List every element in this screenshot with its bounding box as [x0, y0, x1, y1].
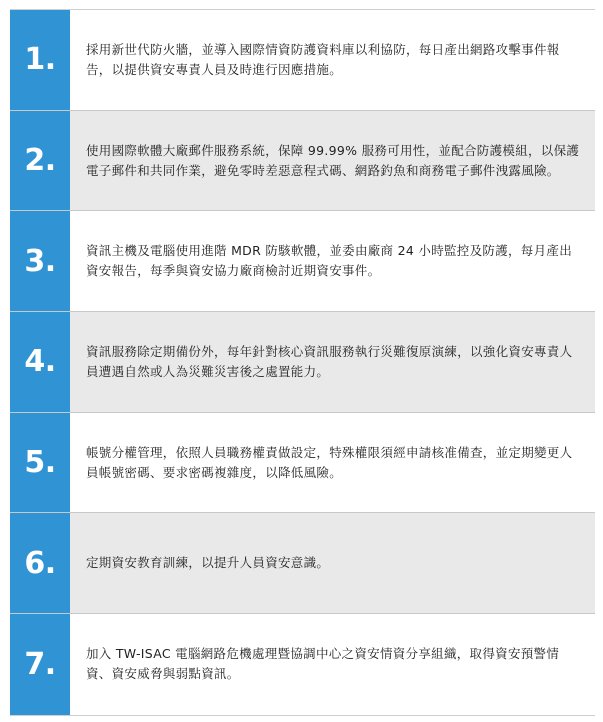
item-number: 1. — [10, 10, 70, 110]
list-item — [10, 10, 595, 111]
item-text: 加入 TW-ISAC 電腦網路危機處理暨協調中心之資安情資分享組織，取得資安預警情資、資安威脅與弱點資訊。 — [70, 614, 595, 715]
list-item — [10, 513, 595, 614]
item-number: 7. — [10, 614, 70, 715]
item-number: 6. — [10, 513, 70, 613]
item-text: 定期資安教育訓練，以提升人員資安意識。 — [70, 513, 595, 613]
item-number: 2. — [10, 111, 70, 211]
item-text: 資訊服務除定期備份外，每年針對核心資訊服務執行災難復原演練，以強化資安專責人員遭遇自然或人為災難災害後之處置能力。 — [70, 312, 595, 412]
list-item — [10, 413, 595, 514]
item-number: 3. — [10, 211, 70, 311]
item-text: 資訊主機及電腦使用進階 MDR 防駭軟體，並委由廠商 24 小時監控及防護，每月產出資安報告，每季與資安協力廠商檢討近期資安事件。 — [70, 211, 595, 311]
item-number: 4. — [10, 312, 70, 412]
list-item — [10, 312, 595, 413]
item-text: 使用國際軟體大廠郵件服務系統，保障 99.99% 服務可用性，並配合防護模組，以保護電子郵件和共同作業，避免零時差惡意程式碼、網路釣魚和商務電子郵件洩露風險。 — [70, 111, 595, 211]
item-text: 採用新世代防火牆，並導入國際情資防護資料庫以利協防，每日產出網路攻擊事件報告，以提供資安專責人員及時進行因應措施。 — [70, 10, 595, 110]
item-text: 帳號分權管理，依照人員職務權責做設定，特殊權限須經申請核准備查，並定期變更人員帳號密碼、要求密碼複雜度，以降低風險。 — [70, 413, 595, 513]
list-item — [10, 211, 595, 312]
item-number: 5. — [10, 413, 70, 513]
list-item — [10, 614, 595, 715]
security-measures-list — [10, 9, 595, 716]
list-item — [10, 111, 595, 212]
